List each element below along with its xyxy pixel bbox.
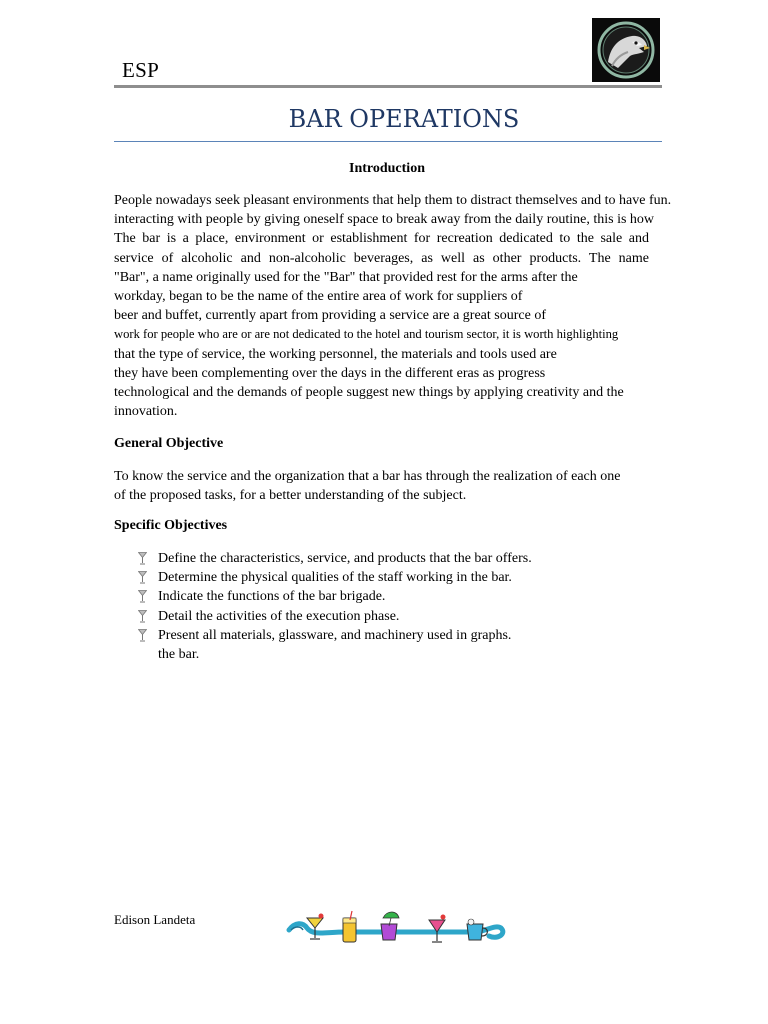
intro-line: workday, began to be the name of the entire area of work for suppliers of bbox=[114, 289, 523, 305]
list-item bbox=[138, 587, 532, 606]
objective-text: Present all materials, glassware, and machinery used in graphs. bbox=[158, 627, 512, 643]
specific-objectives-heading: Specific Objectives bbox=[114, 518, 228, 533]
intro-line: that the type of service, the working personnel, the materials and tools used are bbox=[114, 346, 557, 362]
intro-line: service of alcoholic and non-alcoholic beverages, as well as other products. The name bbox=[114, 250, 649, 266]
intro-line: work for people who are or are not dedicated to the hotel and tourism sector, it is worth highlighting bbox=[114, 327, 619, 342]
intro-line: People nowadays seek pleasant environments that help them to distract themselves and to have fun. bbox=[114, 193, 672, 208]
title-rule bbox=[114, 141, 662, 142]
header-label: ESP bbox=[122, 58, 160, 82]
intro-line: they have been complementing over the days in the different eras as progress bbox=[114, 365, 546, 381]
list-item-continuation: the bar. bbox=[158, 647, 200, 663]
intro-line: The bar is a place, environment or establishment for recreation dedicated to the sale and bbox=[114, 231, 649, 247]
cocktail-glass-icon bbox=[138, 607, 158, 626]
cocktail-glass-icon bbox=[138, 587, 158, 606]
objective-text: Detail the activities of the execution phase. bbox=[158, 608, 400, 624]
intro-line: innovation. bbox=[114, 404, 178, 420]
general-objective-line: of the proposed tasks, for a better understanding of the subject. bbox=[114, 488, 467, 504]
list-item bbox=[138, 549, 532, 568]
cocktail-glass-icon bbox=[138, 549, 158, 568]
objective-text: Define the characteristics, service, and products that the bar offers. bbox=[158, 551, 532, 566]
general-objective-paragraph bbox=[114, 467, 662, 505]
cocktail-glass-icon bbox=[138, 626, 158, 645]
list-item bbox=[138, 568, 532, 587]
introduction-heading: Introduction bbox=[349, 161, 425, 176]
list-item bbox=[138, 626, 532, 645]
general-objective-line: To know the service and the organization that a bar has through the realization of each one bbox=[114, 469, 621, 484]
intro-line: interacting with people by giving oneself space to break away from the daily routine, this is how bbox=[114, 212, 655, 228]
introduction-paragraph bbox=[114, 191, 672, 421]
cocktail-drinks-banner-icon bbox=[285, 908, 507, 953]
document-title: BAR OPERATIONS bbox=[288, 105, 520, 133]
list-item bbox=[138, 607, 532, 626]
intro-line: "Bar", a name originally used for the "Bar" that provided rest for the arms after the bbox=[114, 269, 578, 285]
author-name: Edison Landeta bbox=[114, 912, 196, 927]
objective-text: Indicate the functions of the bar brigade. bbox=[158, 589, 386, 605]
eagle-emblem-icon bbox=[592, 18, 660, 82]
header-rule bbox=[114, 85, 662, 88]
cocktail-glass-icon bbox=[138, 568, 158, 587]
intro-line: beer and buffet, currently apart from providing a service are a great source of bbox=[114, 308, 546, 324]
intro-line: technological and the demands of people suggest new things by applying creativity and the bbox=[114, 385, 624, 401]
general-objective-heading: General Objective bbox=[114, 436, 224, 451]
objective-text: Determine the physical qualities of the staff working in the bar. bbox=[158, 570, 512, 586]
specific-objectives-list bbox=[138, 549, 532, 664]
